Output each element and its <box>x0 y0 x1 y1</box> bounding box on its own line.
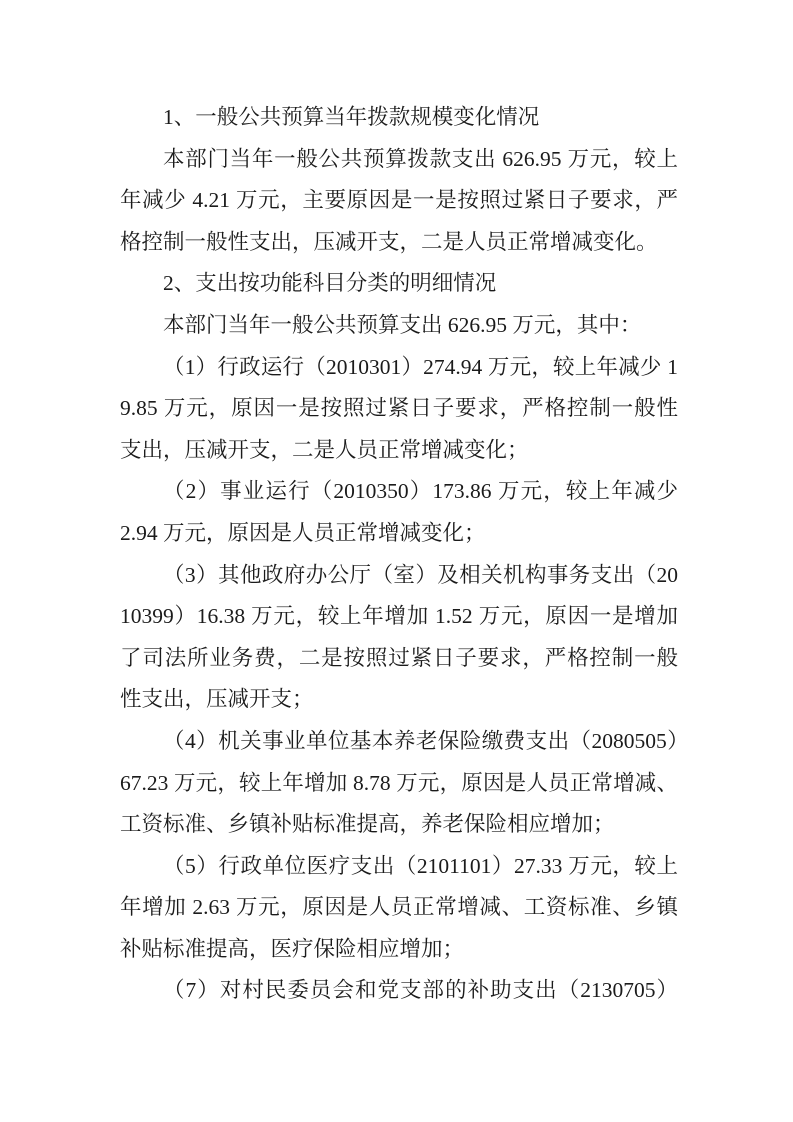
paragraph-funding-overview: 本部门当年一般公共预算拨款支出 626.95 万元，较上年减少 4.21 万元，主要原因是一是按照过紧日子要求，严格控制一般性支出，压减开支，二是人员正常增减变化。 <box>120 146 678 254</box>
paragraph-expense-intro: 本部门当年一般公共预算支出 626.95 万元，其中： <box>163 312 642 337</box>
section-heading-1: 1、一般公共预算当年拨款规模变化情况 <box>163 105 540 129</box>
expense-item-2: （2）事业运行（2010350）173.86 万元，较上年减少 2.94 万元，原因是人员正常增减变化； <box>120 479 678 545</box>
expense-item-4: （4）机关事业单位基本养老保险缴费支出（2080505）67.23 万元，较上年增加 8.78 万元，原因是人员正常增减、工资标准、乡镇补贴标准提高，养老保险相应增加； <box>120 728 678 837</box>
expense-item-5: （5）行政单位医疗支出（2101101）27.33 万元，较上年增加 2.63 万元，原因是人员正常增减、工资标准、乡镇补贴标准提高，医疗保险相应增加； <box>120 853 678 961</box>
expense-item-1: （1）行政运行（2010301）274.94 万元，较上年减少 19.85 万元，原因一是按照过紧日子要求，严格控制一般性支出，压减开支，二是人员正常增减变化； <box>120 354 678 462</box>
expense-item-7: （7）对村民委员会和党支部的补助支出（2130705） <box>163 978 678 1003</box>
section-heading-2: 2、支出按功能科目分类的明细情况 <box>163 271 497 296</box>
document-body <box>120 97 678 1012</box>
expense-item-3: （3）其他政府办公厅（室）及相关机构事务支出（2010399）16.38 万元，较上年增加 1.52 万元，原因一是增加了司法所业务费，二是按照过紧日子要求，严格控制一般性支出，压减开支； <box>120 562 678 712</box>
